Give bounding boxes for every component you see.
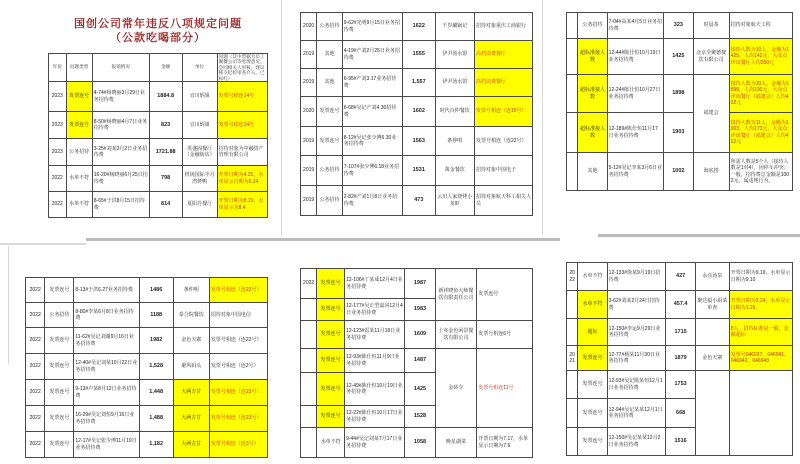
amount-cell: 1,557 [403,69,435,97]
vendor-cell: 士亥金色闲景餐饮有限公司 [435,321,477,349]
year-cell: 2019 [301,156,317,186]
desc-cell: 12-40#吴记刘某10月22日业务招待费 [74,354,139,380]
desc-cell: 12-94#吴记某某12月1日业务招待费 [607,399,666,428]
type-cell: 发票连号 [66,112,92,139]
expense-table [566,12,793,191]
vendor-cell: 机场国际半月湾烤鸭 [182,166,217,192]
type-cell: 发票连号 [45,354,74,380]
note-cell: 招待对象为中融资产管理有限公司 [217,139,267,166]
amount-cell: 1609 [405,321,435,349]
type-cell: 发票连号 [45,380,74,406]
year-cell [567,371,578,399]
amount-cell: 1,448 [139,380,173,406]
type-cell: 其他 [578,153,607,191]
table-row [301,13,533,41]
vendor-cell: 避风码头 [173,354,209,380]
year-cell: 2019 [301,127,317,156]
amount-cell: 1563 [403,127,435,156]
type-cell: 公务招待 [578,13,607,39]
type-cell: 发票连号 [45,278,74,303]
desc-cell: 5-12#吴记李某3月6日业务招待费 [607,153,664,191]
type-cell: 公务招待 [317,13,343,41]
page-1 [48,18,268,218]
note-cell: 发票连号 [477,269,533,321]
table-row [26,303,268,328]
table-row [26,328,268,354]
type-cell: 公务招待 [45,303,74,328]
desc-cell: 8-50#杨晓丽4月7日业务招待费 [92,112,149,139]
note-cell: 招待对象重庆工商银行 [474,13,532,41]
table-row [567,113,793,153]
amount-cell: 1425 [405,373,435,406]
year-cell: 2022 [26,432,45,458]
desc-cell: 12-123#雷某11月18日业务招待费 [345,321,405,349]
year-cell [567,153,578,191]
vendor-cell: 聚达福小厨菜单查 [695,291,729,319]
page-6 [566,262,793,456]
note-cell: 8人，招待标准是一般，金额超标 [729,319,792,346]
desc-cell: 9-44#吴记刘某7月17日业务招待费 [345,428,405,458]
year-cell: 2021 [567,346,578,371]
type-cell: 发票连号 [317,349,345,373]
year-cell [567,319,578,346]
year-cell [301,321,317,349]
desc-cell: 12-93#陈仕恒11月9日业务招待费 [345,349,405,373]
amount-cell: 1715 [666,319,695,346]
amount-cell: 1002 [664,153,693,191]
amount-cell: 1753 [666,371,695,399]
vendor-cell [695,319,729,346]
expense-table [300,12,533,216]
type-cell: 发票连号 [45,432,74,458]
header-cell: 单位 [182,53,217,82]
amount-cell: 1721.88 [149,139,182,166]
vendor-cell: 时晨茶 [693,13,729,39]
vendor-cell: 永亮汤泉 [695,263,729,291]
note-cell: 高档消费餐厅 [474,69,532,97]
type-cell: 发票连号 [317,269,345,299]
vendor-cell: 大两方甘 [173,380,209,406]
amount-cell: 1,488 [139,406,173,432]
vendor-cell: 条仲明 [173,278,209,303]
type-cell: 水单不符 [66,166,92,192]
vendor-cell: 伊尹汤水馆 [435,41,474,69]
type-cell: 其他 [317,41,343,69]
year-cell [301,373,317,406]
vendor-cell: 伊尹汤水馆 [435,69,474,97]
year-cell [567,39,578,75]
note-cell: 接待人数为10人，金额为1898，人均190元，大众点评该餐厅（福建会）人均422元 [729,75,792,113]
vendor-cell: 福建会 [693,75,729,153]
note-cell: 发票号相连（连3号） [209,432,267,458]
expense-table [300,268,533,458]
page-divider-horizontal-left [0,243,86,245]
page-divider-horizontal-center [86,238,560,241]
table-row [301,428,533,458]
year-cell: 2022 [26,406,45,432]
desc-cell: 12-49#陈仕恒10月19日业务招待费 [345,373,405,406]
year-cell: 2019 [301,41,317,69]
desc-cell: 4-19#产刘2月25日业务招待费 [342,41,402,69]
table-row [301,97,533,127]
report-title-line2: （公款吃喝部分） [110,31,206,44]
table-row [567,319,793,346]
note-cell: 接待人数为10人，金额为1425，人均142元，大众点评该餐厅人均250元 [729,39,792,75]
year-cell [301,406,317,428]
desc-cell: 12-189#陈仕恒11月17日业务招待费 [607,113,664,153]
year-cell: 2020 [301,13,317,41]
header-cell: 年份 [49,53,67,82]
desc-cell: 12-106#丁某成12月4日业务招待费 [345,269,405,299]
amount-cell: 1486 [139,278,173,303]
amount-cell: 1,182 [139,432,173,458]
type-cell: 发票连号 [317,406,345,428]
note-cell: 开票日期为2.24，水单显示日期为1.29， [729,291,792,319]
note-cell: 招待对象航天科工相关人员 [474,186,532,216]
desc-cell: 4-74#杨晓丽3月29日业务招待费 [92,82,149,112]
header-cell: 问题类型 [66,53,92,82]
note-cell: 发票号相连11号 [477,349,533,428]
desc-cell: 11-62#吴记刘谢9月16日业务招待费 [74,328,139,354]
type-cell: 发票连号 [317,97,343,127]
desc-cell: 12-150#李运9月29日业务招待费 [607,319,666,346]
desc-cell: 12-77#杨某11月30日业务招待费 [607,346,666,371]
table-row [301,349,533,373]
amount-cell: 1555 [403,41,435,69]
year-cell [301,349,317,373]
year-cell [301,428,317,458]
vendor-cell: 萬金餐饮 [435,156,474,186]
table-row [301,186,533,216]
table-row [567,371,793,399]
amount-cell: 1188 [139,303,173,328]
type-cell: 超标准接人数 [578,39,607,75]
desc-cell: 16-20#杨晓丽6月25日招待费 [92,166,149,192]
year-cell [567,399,578,428]
amount-cell: 1987 [405,269,435,299]
table-row [49,166,268,192]
header-cell: 问题（其中票据为员工聚餐公司等处理意见，会同相关人审核，建议移交纪检审查介入，已标红） [217,53,267,82]
year-cell [567,13,578,39]
table-row [26,406,268,432]
table-row [301,41,533,69]
type-cell: 发票连号 [578,428,607,456]
vendor-cell: 金色天寨 [173,328,209,354]
desc-cell: 9-13#卢某8月12日业务招待费 [74,380,139,406]
year-cell [567,75,578,113]
year-cell: 2019 [301,186,317,216]
vendor-cell: 宜川炳姐 [182,112,217,139]
amount-cell: 323 [664,13,693,39]
amount-cell: 1884.8 [149,82,182,112]
vendor-cell: 千岁涮锅记 [435,13,474,41]
year-cell: 2020 [301,97,317,127]
table-row [567,153,793,191]
vendor-cell: 时代百仲餐饮 [435,97,474,127]
note-cell: 招待对象中国电子 [474,156,532,186]
note-cell: 接待人数为11人，金额为1903，人均173元，大众点评该餐厅（福建会）人均422元 [729,113,792,153]
type-cell: 发票连号 [578,371,607,399]
desc-cell: 7-04#高某4月5日业务招待费 [607,13,664,39]
desc-cell: 12-177#吴正型嘉同12月4日业务招待费 [345,299,405,321]
type-cell: 发票连号 [317,127,343,156]
vendor-cell [695,371,729,456]
year-cell: 2022 [301,269,317,299]
table-row [26,380,268,406]
amount-cell: 473 [403,186,435,216]
vendor-cell: 宜川炳姐 [182,82,217,112]
type-cell: 水单不符 [66,192,92,218]
type-cell: 发票连号 [317,321,345,349]
note-cell: 发票号相连14号 [217,112,267,139]
page-5 [300,268,533,458]
year-cell: 2022 [26,380,45,406]
type-cell: 超标 [578,319,607,346]
vendor-cell: 金色天寨 [695,346,729,371]
amount-cell: 1982 [139,328,173,354]
table-row [567,13,793,39]
page-divider-vertical-2 [542,0,543,234]
desc-cell: 6-68#吴记产刘4.30招待费 [342,97,402,127]
vendor-cell: 晚星湖菜 [435,428,477,458]
note-cell: 发票号相连（连23号） [209,406,267,432]
amount-cell: 798 [149,166,182,192]
expense-table [566,262,793,456]
desc-cell: 3-25#刘某3月2日业务招待费 [92,139,149,166]
page-3 [566,12,793,191]
vendor-cell: 英盛阁餐厅（金融街店） [182,139,217,166]
table-row [567,263,793,291]
amount-cell: 814 [149,192,182,218]
type-cell: 发票连号 [45,406,74,432]
report-title-line1: 国创公司常年违反八项规定问题 [74,18,242,30]
table-row [567,39,793,75]
note-cell: 发票号相连（连22号） [209,278,267,303]
table-row [301,321,533,349]
desc-cell: 8-80#李某6月8日业务招待费 [74,303,139,328]
page-divider-vertical-1 [281,0,282,236]
desc-cell: 12-22#陈仕恒10月17日业务招待费 [345,406,405,428]
year-cell [567,291,578,319]
note-cell: 开票日期为8.15，水单显示为8.4 [217,192,267,218]
vendor-cell: 条仲明 [435,127,474,156]
type-cell: 超标准接人数 [578,75,607,113]
header-cell: 报销情况 [92,53,149,82]
note-cell [729,371,792,456]
table-row [26,354,268,380]
type-cell: 公务招待 [317,156,343,186]
desc-cell: 8-12#吴记张少博6.30业务招待费 [342,127,402,156]
amount-cell: 427 [666,263,695,291]
table-row [49,139,268,166]
desc-cell: 12-24#陈仕恒10月27日业务招待费 [607,75,664,113]
note-cell: 招待对象中国电信 [209,303,267,328]
year-cell [301,299,317,321]
amount-cell: 1983 [405,299,435,321]
table-row [567,75,793,113]
table-row [301,127,533,156]
type-cell: 公务招待 [66,139,92,166]
amount-cell: 1602 [403,97,435,127]
desc-cell: 2-82#产刘1月8日业务招待费 [342,186,402,216]
desc-cell: 8-65#于洪8月15日招待费 [92,192,149,218]
amount-cell: 1425 [664,39,693,75]
type-cell: 水单不符 [578,291,607,319]
year-cell: 2019 [301,69,317,97]
year-cell: 2022 [49,192,67,218]
note-cell: 发票号相连（连23号） [209,380,267,406]
table-row [301,69,533,97]
amount-cell: 1058 [405,428,435,458]
type-cell: 发票连号 [66,82,92,112]
amount-cell: 668 [666,399,695,428]
amount-cell: 1879 [666,346,695,371]
type-cell: 发票连号 [317,373,345,406]
desc-cell: 16-29#吴记刘恒9月16日业务招待费 [74,406,139,432]
table-row [301,269,533,299]
expense-table [48,53,268,219]
page-4 [25,277,268,458]
desc-cell: 12-17#吴记张少博11月19日业务招待费 [74,432,139,458]
note-cell: 发票号相连（连22号） [474,127,532,156]
type-cell: 超标准接人数 [578,113,607,153]
amount-cell: 1,528 [139,354,173,380]
year-cell: 2022 [26,303,45,328]
type-cell: 发票连号 [45,328,74,354]
type-cell: 发票连号 [317,299,345,321]
type-cell: 发票连号 [578,399,607,428]
note-cell: 开票日期为4.25，水单显示日期为6.24 [217,166,267,192]
desc-cell: 3-62#刘某2月24日招待费 [607,291,666,319]
table-row [49,112,268,139]
table-row [49,82,268,112]
vendor-cell: 夏阳丹餐厅 [182,192,217,218]
page-edge-vertical [8,246,9,364]
page-divider-horizontal-right [598,234,800,237]
vendor-cell: 泰合院餐饮 [173,303,209,328]
desc-cell: 7-107#张少博6.18业务招待费 [342,156,402,186]
header-cell: 金额 [149,53,182,82]
note-cell: 发票号相连（连22号） [209,328,267,354]
desc-cell: 12-93#吴记陈某恒12月1日业务招待费 [607,371,666,399]
desc-cell: 12-133#徐某9月19日招待费 [607,263,666,291]
desc-cell: 8-13#于洪6.27业务招待费 [74,278,139,303]
amount-cell: 1487 [405,349,435,373]
year-cell [567,113,578,153]
year-cell: 2022 [26,328,45,354]
year-cell: 2023 [49,139,67,166]
type-cell: 发票连号 [578,346,607,371]
amount-cell: 1531 [403,156,435,186]
table-row [567,346,793,371]
report-title [48,18,268,46]
amount-cell: 1622 [403,13,435,41]
amount-cell: 1903 [664,113,693,153]
type-cell: 水单不符 [317,428,345,458]
amount-cell: 1528 [405,406,435,428]
note-cell: 发票号相连6号 [477,321,533,349]
note-cell: 所需人数是5个人（接待人数是1对4），因停车冲突；一般，招待费总金额是1002元，属违规行为。 [729,153,792,191]
note-cell: 开票日期为7.17，水单显示日期为7.6 [477,428,533,458]
vendor-cell: 北京全聚德餐饮有限公司 [693,39,729,75]
table-row [567,291,793,319]
vendor-cell: 金砖令 [435,349,477,428]
desc-cell: 12-150#吴记某某12月2日业务招待费 [607,428,666,456]
year-cell [567,428,578,456]
type-cell: 水单不符 [578,263,607,291]
vendor-cell: 大两方甘 [173,406,209,432]
amount-cell: 1898 [664,75,693,113]
note-cell: 高档消费餐厅 [474,41,532,69]
table-row [49,192,268,218]
table-row [26,278,268,303]
note-cell: 发票号相连（连15号） [474,97,532,127]
note-cell: 发票号046937、046941、046942、046943 [729,346,792,371]
year-cell: 2022 [49,166,67,192]
year-cell: 2023 [49,82,67,112]
table-row [301,156,533,186]
expense-table [25,277,268,458]
amount-cell: 823 [149,112,182,139]
type-cell: 公务招待 [317,186,343,216]
desc-cell: 12-44#陈仕恒10月19日业务招待费 [607,39,664,75]
note-cell: 开票日期为9.19，水单显示日期为9.10 [729,263,792,291]
note-cell: 发票号相连14号 [217,82,267,112]
year-cell: 2022 [26,354,45,380]
page-2 [300,12,533,216]
type-cell: 其他 [317,69,343,97]
vendor-cell: 云川人家烧烤小龙虾 [435,186,474,216]
vendor-cell: 新祥晓鱼大师餐饮有限责任公司 [435,269,477,321]
note-cell: 招待对象航天工程 [729,13,792,39]
amount-cell: 1516 [666,428,695,456]
vendor-cell: 海底捞 [693,153,729,191]
desc-cell: 6-95#产刘3.17业务招待费 [342,69,402,97]
desc-cell: 9-62#光明9月15日业务招待费 [342,13,402,41]
table-row [26,432,268,458]
amount-cell: 457.4 [666,291,695,319]
year-cell: 2022 [567,263,578,291]
vendor-cell: 大两方甘 [173,432,209,458]
year-cell: 2022 [26,278,45,303]
year-cell: 2023 [49,112,67,139]
note-cell: 发票号相连（连2号） [209,354,267,380]
